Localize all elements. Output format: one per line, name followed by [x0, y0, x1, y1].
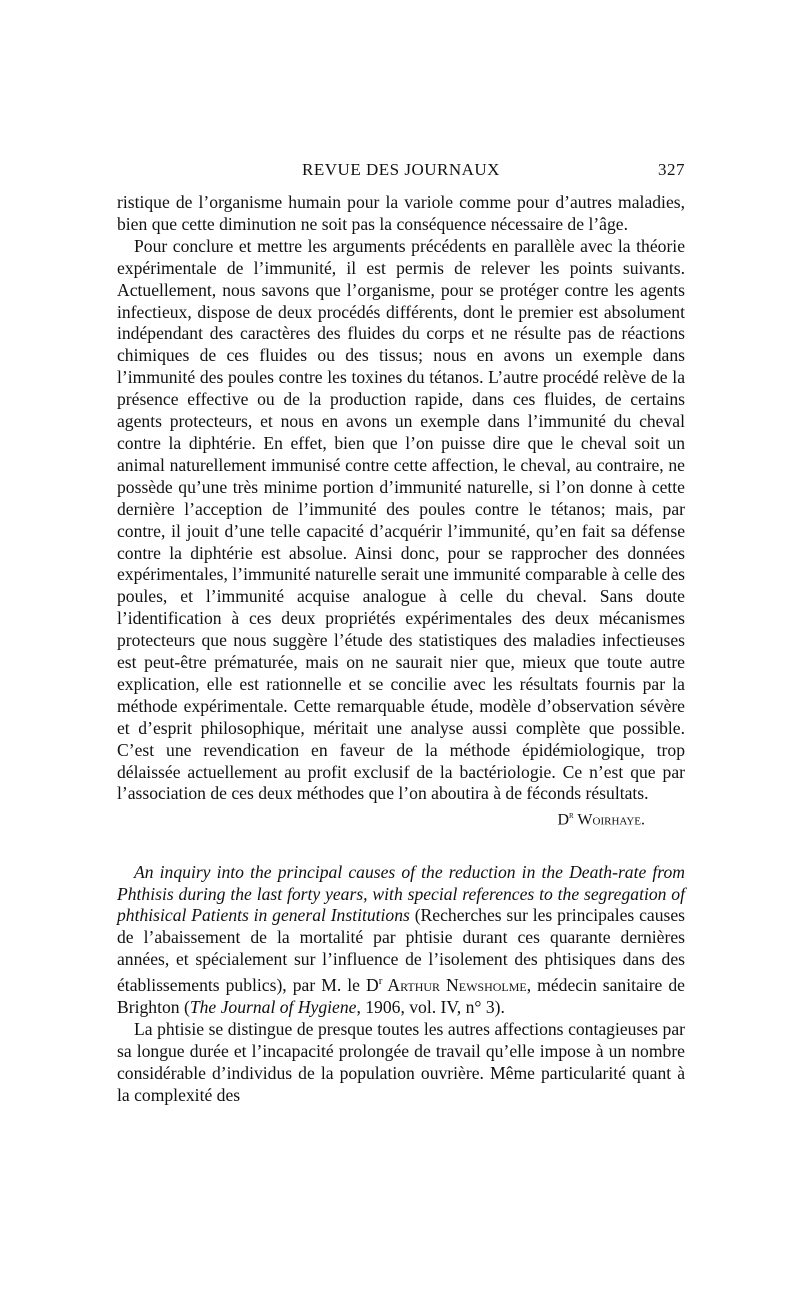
paragraph-continuation: ristique de l’organisme humain pour la variole comme pour d’autres maladies, bien que cette diminution ne soit pas la conséquence nécessaire de l’âge. — [117, 192, 685, 234]
review-translation: (Recherches sur les principales causes de l’abaissement de la mortalité par phtisie durant ces quarante dernières années, et spécialement sur l’influence de l’isolement des phtisiques dans des établissements publics), par M. le D — [117, 905, 685, 995]
review-journal: The Journal of Hygiene — [189, 996, 357, 1017]
running-title: REVUE DES JOURNAUX — [302, 160, 500, 179]
review-author: Arthur Newsholme — [382, 975, 527, 995]
signature-sup: r — [569, 810, 574, 822]
running-head — [117, 160, 685, 184]
signature-prefix: D — [557, 811, 570, 829]
author-signature — [117, 805, 685, 831]
review-sup: r — [378, 975, 383, 988]
article-body — [117, 192, 685, 1106]
review-title: An inquiry into the principal causes of the reduction in the Death-rate from Phthisis during the last forty years, with special references to the segregation of phthisical Patients in general Institutions — [117, 861, 685, 926]
paragraph-conclusion: Pour conclure et mettre les arguments précédents en parallèle avec la théorie expérimentale de l’immunité, il est permis de relever les points suivants. Actuellement, nous savons que l’organisme, pour se protéger contre les agents infectieux, dispose de deux procédés différents, dont le premier est absolument indépendant des caractères des fluides du corps et ne résulte pas de réactions chimiques de ces fluides ou des tissus; nous en avons un exemple dans l’immunité des poules contre les toxines du tétanos. L’autre procédé relève de la présence effective ou de la production rapide, dans ces fluides, de certains agents protecteurs, et nous en avons un exemple dans l’immunité du cheval contre la diphtérie. En effet, bien que l’on puisse dire que le cheval soit un animal naturellement immunisé contre cette affection, le cheval, au contraire, ne possède qu’une très minime portion d’immunité naturelle, si l’on donne à cette dernière l’acception de l’immunité des poules contre le tétanos; mais, par contre, il jouit d’une telle capacité d’acquérir l’immunité, qu’en fait sa défense contre la diphtérie est absolue. Ainsi donc, pour se rapprocher des données expérimentales, l’immunité naturelle serait une immunité comparable à celle des poules, et l’immunité acquise analogue à celle du cheval. Sans doute l’identification à ces deux propriétés expérimentales des deux mécanismes protecteurs que nous suggère l’étude des statistiques des maladies infectieuses est peut-être prématurée, mais on ne saurait nier que, mieux que toute autre explication, elle est rationnelle et se concilie avec les résultats fournis par la méthode expérimentale. Cette remarquable étude, modèle d’observation sévère et d’esprit philosophique, méritait une analyse aussi complète que possible. C’est une revendication en faveur de la méthode épidémiologique, trop délaissée actuellement au profit exclusif de la bactériologie. Ce n’est que par l’association de ces deux méthodes que l’on aboutira à de féconds résultats. — [117, 235, 685, 804]
review-heading-paragraph — [117, 862, 685, 1019]
review-citation: , 1906, vol. IV, n° 3). — [356, 996, 505, 1017]
paragraph-phtisie: La phtisie se distingue de presque toutes les autres affections contagieuses par sa longue durée et l’incapacité prolongée de travail qu’elle impose à un nombre considérable d’individus de la population ouvrière. Même particularité quant à la complexité des — [117, 1018, 685, 1105]
review-author-desc: , médecin sanitaire de Brighton ( — [117, 975, 685, 1017]
page-number: 327 — [658, 160, 685, 179]
section-gap — [117, 832, 685, 862]
signature-name: Woirhaye. — [577, 811, 645, 829]
